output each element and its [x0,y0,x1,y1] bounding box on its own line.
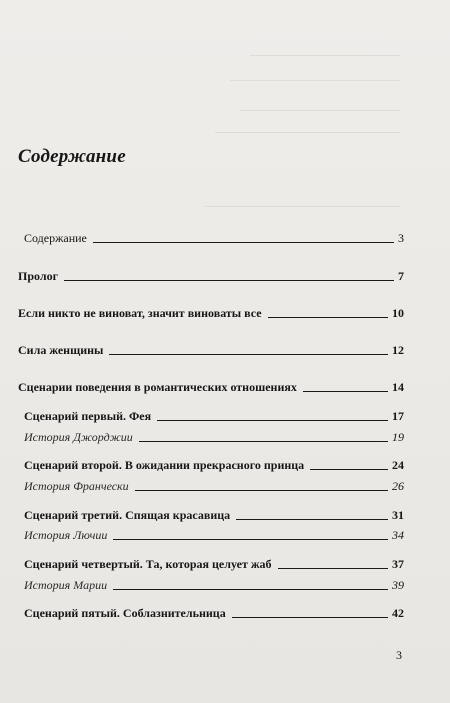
toc-entry-page: 12 [392,343,404,357]
toc-entry[interactable] [24,431,404,444]
page-number: 3 [396,648,402,662]
toc-entry-page: 14 [392,380,404,394]
toc-entry-page: 17 [392,409,404,423]
toc-entry-page: 37 [392,557,404,571]
toc-entry-label: История Франчески [24,479,129,493]
toc-entry[interactable] [24,607,404,620]
toc-leader-line [113,589,388,590]
toc-entry-label: История Лючии [24,528,108,542]
toc-entry-label: Сценарий четвертый. Та, которая целует жаб [24,557,272,571]
toc-entry-page: 19 [392,430,404,444]
toc-entry-page: 3 [398,231,404,245]
toc-entry[interactable] [24,509,404,522]
toc-entry-label: Сценарий третий. Спящая красавица [24,508,231,522]
toc-entry-label: История Марии [24,578,108,592]
toc-leader-line [64,280,394,281]
toc-entry-page: 24 [392,458,404,472]
toc-entry-label: Сценарий пятый. Соблазнительница [24,606,226,620]
bleed-through-line [215,132,400,133]
toc-entry[interactable] [24,480,404,493]
toc-leader-line [310,469,388,470]
toc-entry-label: Сила женщины [18,343,104,357]
toc-entry-page: 34 [392,528,404,542]
toc-entry-page: 10 [392,306,404,320]
toc-entry-label: Если никто не виноват, значит виноваты все [18,306,262,320]
toc-leader-line [303,391,388,392]
toc-entry-page: 31 [392,508,404,522]
toc-entry-page: 39 [392,578,404,592]
toc-entry-page: 42 [392,606,404,620]
toc-entry[interactable] [18,270,404,283]
toc-entry-label: Содержание [24,231,87,245]
toc-entry[interactable] [18,307,404,320]
toc-title: Содержание [18,146,126,167]
toc-entry-label: Сценарий первый. Фея [24,409,152,423]
toc-entry[interactable] [24,232,404,245]
toc-leader-line [278,568,388,569]
toc-entry-label: История Джорджии [24,430,133,444]
toc-leader-line [135,490,388,491]
toc-entry[interactable] [24,579,404,592]
bleed-through-line [205,206,400,207]
toc-entry[interactable] [24,529,404,542]
toc-entry-label: Сценарий второй. В ожидании прекрасного принца [24,458,305,472]
toc-entry[interactable] [18,344,404,357]
toc-entry[interactable] [24,410,404,423]
toc-leader-line [139,441,388,442]
toc-entry-label: Пролог [18,269,59,283]
bleed-through-line [250,55,400,56]
toc-entry[interactable] [24,558,404,571]
toc-entry-page: 7 [398,269,404,283]
toc-entry-label: Сценарии поведения в романтических отношениях [18,380,297,394]
bleed-through-line [240,110,400,111]
toc-leader-line [113,539,388,540]
toc-entry-page: 26 [392,479,404,493]
toc-entry[interactable] [18,381,404,394]
toc-leader-line [109,354,388,355]
bleed-through-line [230,80,400,81]
toc-leader-line [93,242,394,243]
toc-entry[interactable] [24,459,404,472]
toc-leader-line [236,519,388,520]
toc-leader-line [157,420,388,421]
toc-leader-line [268,317,388,318]
toc-leader-line [232,617,388,618]
